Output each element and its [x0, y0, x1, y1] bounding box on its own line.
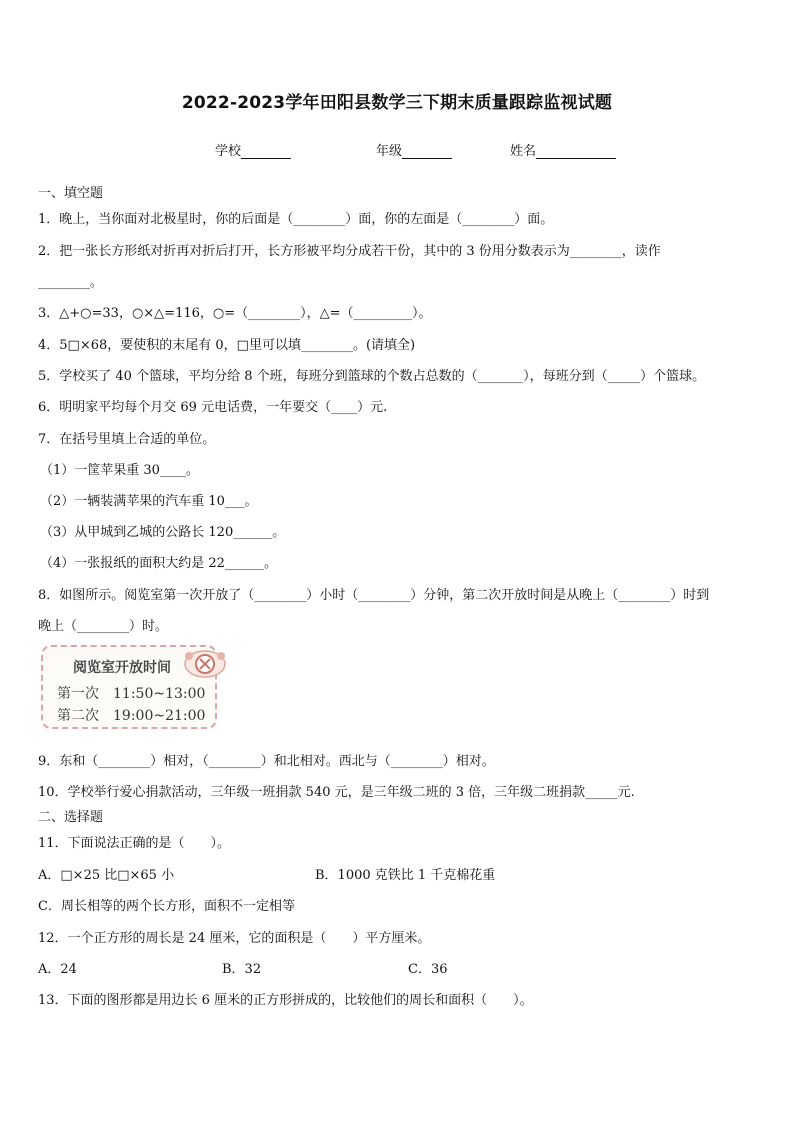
question-12-option-c: C．36 — [408, 962, 448, 977]
second-opening-time: 第二次 19:00~21:00 — [57, 708, 206, 724]
question-7-part-4: （4）一张报纸的面积大约是 22______。 — [40, 556, 277, 571]
question-6: 6．明明家平均每个月交 69 元电话费，一年要交（____）元. — [38, 400, 388, 415]
name-label: 姓名 — [510, 144, 537, 159]
alarm-clock-icon — [180, 648, 230, 680]
section-heading-choice: 二、选择题 — [38, 810, 104, 825]
reading-room-hours-heading: 阅览室开放时间 — [73, 660, 171, 676]
question-7: 7．在括号里填上合适的单位。 — [38, 432, 216, 447]
question-3: 3．△+○=33，○×△=116，○=（________），△=（_________）。 — [38, 306, 432, 321]
question-9: 9．东和（________）相对，（________）和北相对。西北与（________）相对。 — [38, 754, 495, 769]
section-heading-fill: 一、填空题 — [38, 186, 104, 201]
grade-label: 年级 — [376, 144, 403, 159]
school-blank — [241, 144, 291, 159]
question-12-option-a: A．24 — [38, 962, 77, 977]
school-field — [215, 140, 291, 159]
question-12-option-b: B．32 — [222, 962, 262, 977]
question-2-continued: ________。 — [38, 275, 104, 290]
question-11: 11．下面说法正确的是（ ）。 — [38, 836, 231, 851]
question-12: 12．一个正方形的周长是 24 厘米，它的面积是（ ）平方厘米。 — [38, 931, 431, 946]
question-8-continued: 晚上（________）时。 — [38, 619, 169, 634]
school-label: 学校 — [215, 144, 242, 159]
grade-field — [376, 140, 452, 159]
name-field — [510, 140, 616, 159]
question-11-option-c: C．周长相等的两个长方形，面积不一定相等 — [38, 899, 295, 914]
exam-title: 2022-2023学年田阳县数学三下期末质量跟踪监视试题 — [181, 93, 613, 113]
question-11-option-b: B．1000 克铁比 1 千克棉花重 — [315, 868, 496, 883]
name-blank — [536, 144, 616, 159]
grade-blank — [402, 144, 452, 159]
question-1: 1．晚上，当你面对北极星时，你的后面是（________）面，你的左面是（________）面。 — [38, 212, 554, 227]
question-13: 13．下面的图形都是用边长 6 厘米的正方形拼成的，比较他们的周长和面积（ ）。 — [38, 993, 533, 1008]
question-5: 5．学校买了 40 个篮球，平均分给 8 个班，每班分到篮球的个数占总数的（_______），每班分到（_____）个篮球。 — [38, 369, 706, 384]
question-11-option-a: A．□×25 比□×65 小 — [38, 868, 175, 883]
question-8: 8．如图所示。阅览室第一次开放了（________）小时（________）分钟，第二次开放时间是从晚上（________）时到 — [38, 588, 710, 603]
question-7-part-1: （1）一筐苹果重 30____。 — [40, 463, 199, 478]
question-2: 2．把一张长方形纸对折再对折后打开，长方形被平均分成若干份，其中的 3 份用分数表示为________，读作 — [38, 244, 661, 259]
question-10: 10．学校举行爱心捐款活动，三年级一班捐款 540 元，是三年级二班的 3 倍，三年级二班捐款_____元. — [38, 785, 635, 800]
question-4: 4．5□×68，要使积的末尾有 0，□里可以填________。(请填全) — [38, 338, 416, 353]
question-7-part-2: （2）一辆装满苹果的汽车重 10___。 — [40, 494, 258, 509]
first-opening-time: 第一次 11:50~13:00 — [57, 686, 206, 702]
question-7-part-3: （3）从甲城到乙城的公路长 120______。 — [40, 525, 286, 540]
